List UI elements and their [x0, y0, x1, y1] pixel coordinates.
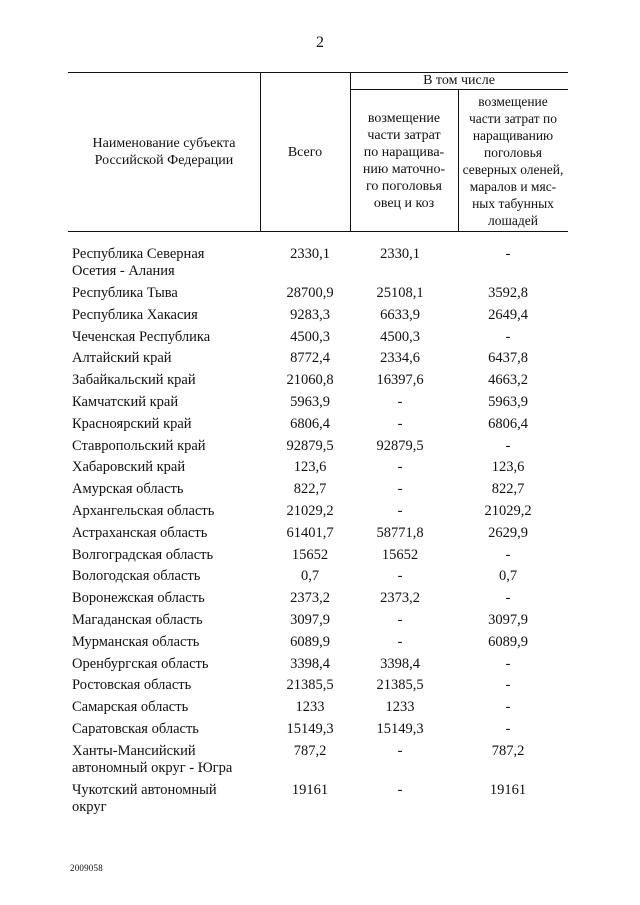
header-total-text: Всего — [287, 144, 323, 160]
row-value-b: - — [505, 590, 511, 607]
header-total — [260, 72, 350, 232]
row-value-a: 58771,8 — [376, 524, 424, 541]
row-name: Архангельская область — [72, 502, 215, 519]
row-value-b: 5963,9 — [488, 393, 528, 410]
table-row — [68, 394, 568, 416]
table-row — [68, 743, 568, 782]
row-value-a: 2330,1 — [380, 246, 420, 262]
row-total: 0,7 — [300, 568, 320, 585]
row-total: 2330,1 — [290, 246, 330, 262]
row-total: 6089,9 — [290, 633, 330, 650]
row-value-a: - — [397, 568, 403, 585]
footer-code: 2009058 — [70, 863, 103, 873]
row-value-b: - — [505, 246, 511, 262]
row-name: Оренбургская область — [72, 655, 209, 672]
row-value-a: 1233 — [385, 699, 415, 716]
row-name: Амурская область — [72, 481, 184, 498]
table-row — [68, 525, 568, 547]
row-value-a: - — [397, 481, 403, 498]
row-value-b: 4663,2 — [488, 372, 528, 389]
table-row — [68, 438, 568, 460]
row-value-b: - — [505, 546, 511, 563]
row-value-a: - — [397, 742, 403, 759]
row-total: 6806,4 — [290, 415, 330, 432]
table-row — [68, 503, 568, 525]
row-value-a: - — [397, 393, 403, 410]
table-row — [68, 782, 568, 821]
table-row — [68, 372, 568, 394]
row-name: Чеченская Республика — [72, 328, 211, 345]
table-row — [68, 568, 568, 590]
row-value-a: 16397,6 — [376, 372, 424, 389]
table-row — [68, 329, 568, 351]
table-row — [68, 459, 568, 481]
table-row — [68, 416, 568, 438]
row-value-b: 21029,2 — [484, 502, 532, 519]
table-row — [68, 481, 568, 503]
row-name: Ханты-Мансийский автономный округ - Югра — [72, 742, 233, 776]
row-total: 61401,7 — [286, 524, 334, 541]
row-value-b: - — [505, 328, 511, 345]
row-total: 21385,5 — [286, 677, 334, 694]
row-value-a: 2334,6 — [380, 350, 420, 367]
row-name: Воронежская область — [72, 590, 205, 607]
row-name: Вологодская область — [72, 568, 201, 585]
table-row — [68, 677, 568, 699]
row-value-a: 4500,3 — [380, 328, 420, 345]
row-total: 21029,2 — [286, 502, 334, 519]
header-group-text: В том числе — [423, 73, 495, 88]
row-value-a: 92879,5 — [376, 437, 424, 454]
row-total: 15652 — [291, 546, 329, 563]
table-body — [68, 246, 568, 821]
row-value-b: 123,6 — [491, 459, 525, 476]
row-total: 8772,4 — [290, 350, 330, 367]
row-name: Самарская область — [72, 699, 189, 716]
row-value-a: 2373,2 — [380, 590, 420, 607]
row-total: 19161 — [291, 781, 329, 798]
header-name — [68, 72, 260, 232]
row-value-a: 15652 — [381, 546, 419, 563]
row-name: Мурманская область — [72, 633, 200, 650]
row-value-b: 787,2 — [491, 742, 525, 759]
table-row — [68, 699, 568, 721]
table-row — [68, 634, 568, 656]
row-total: 5963,9 — [290, 393, 330, 410]
row-total: 1233 — [295, 699, 325, 716]
row-total: 15149,3 — [286, 720, 334, 737]
row-name: Республика Хакасия — [72, 306, 198, 323]
header-col-a — [350, 89, 458, 232]
header-name-text: Наименование субъекта Российской Федерации — [92, 136, 236, 168]
row-value-a: 3398,4 — [380, 655, 420, 672]
row-value-b: 822,7 — [491, 481, 525, 498]
row-total: 4500,3 — [290, 328, 330, 345]
row-name: Астраханская область — [72, 524, 208, 541]
row-value-b: - — [505, 720, 511, 737]
row-total: 3097,9 — [290, 611, 330, 628]
row-name: Хабаровский край — [72, 459, 186, 476]
row-name: Магаданская область — [72, 611, 203, 628]
table-row — [68, 612, 568, 634]
row-value-a: - — [397, 459, 403, 476]
row-value-b: - — [505, 655, 511, 672]
row-name: Забайкальский край — [72, 372, 196, 389]
row-value-b: 3097,9 — [488, 611, 528, 628]
table-row — [68, 547, 568, 569]
row-total: 3398,4 — [290, 655, 330, 672]
row-value-a: - — [397, 502, 403, 519]
row-value-b: 6437,8 — [488, 350, 528, 367]
row-value-b: 6089,9 — [488, 633, 528, 650]
row-name: Ростовская область — [72, 677, 192, 694]
row-value-a: - — [397, 415, 403, 432]
row-value-b: 19161 — [489, 781, 527, 798]
row-name: Республика Северная Осетия - Алания — [72, 246, 205, 279]
table-row — [68, 656, 568, 678]
row-value-b: 0,7 — [498, 568, 518, 585]
row-total: 21060,8 — [286, 372, 334, 389]
table-row — [68, 350, 568, 372]
row-name: Красноярский край — [72, 415, 192, 432]
row-value-b: - — [505, 699, 511, 716]
row-total: 2373,2 — [290, 590, 330, 607]
row-total: 787,2 — [293, 742, 327, 759]
row-name: Саратовская область — [72, 720, 199, 737]
header-col-b — [458, 89, 568, 232]
row-total: 28700,9 — [286, 285, 334, 301]
table-row — [68, 590, 568, 612]
row-value-b: 2649,4 — [488, 306, 528, 323]
row-name: Алтайский край — [72, 350, 172, 367]
page-number: 2 — [316, 34, 324, 51]
header-group — [350, 72, 568, 89]
row-total: 9283,3 — [290, 306, 330, 323]
row-value-a: - — [397, 781, 403, 798]
row-value-b: - — [505, 677, 511, 694]
row-value-a: 21385,5 — [376, 677, 424, 694]
table-row — [68, 246, 568, 285]
row-name: Камчатский край — [72, 393, 179, 410]
row-name: Ставропольский край — [72, 437, 206, 454]
header-col-b-text: возмещение части затрат по наращиванию поголовья северных оленей, маралов и мяс- ных табунных лошадей — [462, 93, 564, 228]
row-total: 92879,5 — [286, 437, 334, 454]
table-row — [68, 721, 568, 743]
row-value-b: - — [505, 437, 511, 454]
table-header — [68, 72, 568, 232]
header-col-a-text: возмещение части затрат по наращива- нию маточно- го поголовья овец и коз — [362, 110, 446, 211]
row-value-a: 25108,1 — [376, 285, 424, 301]
row-total: 822,7 — [293, 481, 327, 498]
table-row — [68, 285, 568, 307]
row-value-b: 6806,4 — [488, 415, 528, 432]
row-name: Республика Тыва — [72, 285, 178, 301]
row-value-a: 6633,9 — [380, 306, 420, 323]
row-name: Волгоградская область — [72, 546, 214, 563]
row-value-a: 15149,3 — [376, 720, 424, 737]
row-value-a: - — [397, 633, 403, 650]
row-value-a: - — [397, 611, 403, 628]
row-total: 123,6 — [293, 459, 327, 476]
table-row — [68, 307, 568, 329]
row-name: Чукотский автономный округ — [72, 781, 217, 815]
row-value-b: 2629,9 — [488, 524, 528, 541]
row-value-b: 3592,8 — [488, 285, 528, 301]
